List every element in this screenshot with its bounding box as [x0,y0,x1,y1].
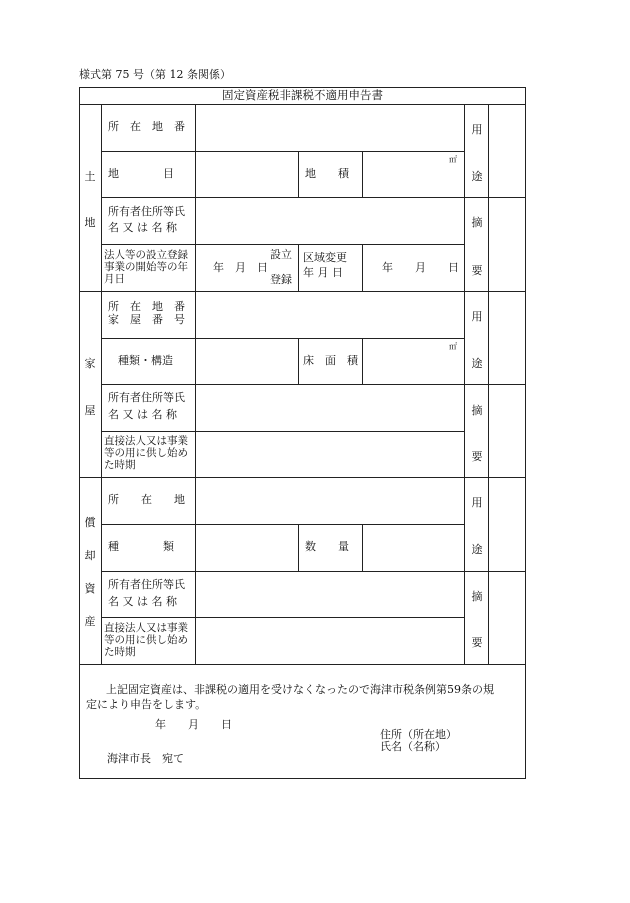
house-direct-label-1: 直接法人又は事業 [104,435,188,447]
declarant-address-label: 住所（所在地） [380,728,457,741]
house-kind-label: 種類・構造 [118,354,173,367]
declarant-name-value[interactable] [450,739,522,753]
house-remarks-value[interactable] [489,385,525,476]
house-floor-area-label: 床 面 積 [303,354,358,367]
house-purpose-yo2: 要 [471,450,483,463]
house-location-label-2: 家 屋 番 号 [108,313,185,326]
asset-purpose-value[interactable] [489,478,525,570]
asset-quantity-label: 数 量 [305,540,349,553]
asset-purpose-teki: 摘 [471,590,483,603]
asset-section-char-2: 却 [84,549,96,562]
asset-purpose-to: 途 [471,543,483,556]
land-touroku-label: 登録 [270,273,292,286]
land-kuiki-date: 年 月 日 [382,261,459,274]
land-area-unit: ㎡ [449,155,457,164]
land-category-label: 地 目 [108,167,174,180]
land-location-value[interactable] [196,105,463,150]
asset-owner-value[interactable] [196,572,463,616]
land-owner-label-1: 所有者住所等氏 [108,205,185,218]
land-owner-value[interactable] [196,198,463,243]
house-section-char-2: 屋 [84,404,96,417]
house-owner-label-2: 名 又 は 名 称 [108,408,177,421]
asset-owner-label-1: 所有者住所等氏 [108,578,185,591]
declaration-date: 年 月 日 [155,718,232,731]
frame-bottom [79,778,526,779]
asset-section-char-3: 資 [84,582,96,595]
house-owner-value[interactable] [196,385,463,430]
house-area-unit: ㎡ [449,342,457,351]
house-direct-label-3: た時期 [104,459,136,471]
land-area-label: 地 積 [305,167,349,180]
land-purpose-yo: 用 [471,123,483,136]
asset-quantity-value[interactable] [363,525,463,570]
house-purpose-yo: 用 [471,310,483,323]
land-corp-label-1: 法人等の設立登録 [104,249,188,261]
declaration-line-2: 定により申告をします。 [86,698,207,711]
house-direct-label-2: 等の用に供し始め [104,447,188,459]
asset-remarks-value[interactable] [489,572,525,663]
declarant-name-label: 氏名（名称） [380,740,446,753]
land-owner-label-2: 名 又 は 名 称 [108,221,177,234]
house-location-label-1: 所 在 地 番 [108,300,185,313]
land-location-label: 所 在 地 番 [108,120,185,133]
house-location-value[interactable] [196,292,463,337]
land-corp-label-3: 月日 [104,273,125,285]
land-purpose-teki: 摘 [471,216,483,229]
land-corp-date: 年 月 日 [213,261,268,274]
house-purpose-to: 途 [471,357,483,370]
frame-left [79,87,80,779]
land-purpose-value[interactable] [489,105,525,196]
asset-direct-label-1: 直接法人又は事業 [104,622,188,634]
asset-owner-label-2: 名 又 は 名 称 [108,595,177,608]
form-title: 固定資産税非課税不適用申告書 [222,88,383,102]
asset-location-value[interactable] [196,478,463,523]
frame-right [525,87,526,779]
declaration-line-1: 上記固定資産は、非課税の適用を受けなくなったので海津市税条例第59条の規 [106,683,494,696]
land-purpose-to: 途 [471,170,483,183]
land-section-char-1: 土 [84,170,96,183]
land-remarks-value[interactable] [489,198,525,290]
asset-section-char-4: 産 [84,615,96,628]
house-floor-area-value[interactable] [363,339,463,383]
asset-location-label: 所 在 地 [108,493,185,506]
house-owner-label-1: 所有者住所等氏 [108,391,185,404]
land-area-value[interactable] [363,152,463,196]
form-number: 様式第 75 号（第 12 条関係） [79,68,231,81]
land-section-char-2: 地 [84,216,96,229]
asset-direct-label-3: た時期 [104,646,136,658]
asset-section-char-1: 償 [84,516,96,529]
house-section-char-1: 家 [84,357,96,370]
house-direct-value[interactable] [196,432,463,476]
asset-direct-value[interactable] [196,618,463,663]
land-kuiki-label-2: 年 月 日 [303,266,343,279]
house-purpose-value[interactable] [489,292,525,383]
house-kind-value[interactable] [196,339,297,383]
land-purpose-yo2: 要 [471,264,483,277]
asset-kind-value[interactable] [196,525,297,570]
land-category-value[interactable] [196,152,297,196]
asset-direct-label-2: 等の用に供し始め [104,634,188,646]
addressee: 海津市長 宛て [107,752,184,765]
asset-purpose-yo: 用 [471,496,483,509]
house-purpose-teki: 摘 [471,404,483,417]
land-setsuritsu-label: 設立 [270,248,292,261]
asset-kind-label: 種 類 [108,540,174,553]
asset-purpose-yo2: 要 [471,636,483,649]
land-corp-label-2: 事業の開始等の年 [104,261,188,273]
land-kuiki-label-1: 区域変更 [303,251,347,264]
